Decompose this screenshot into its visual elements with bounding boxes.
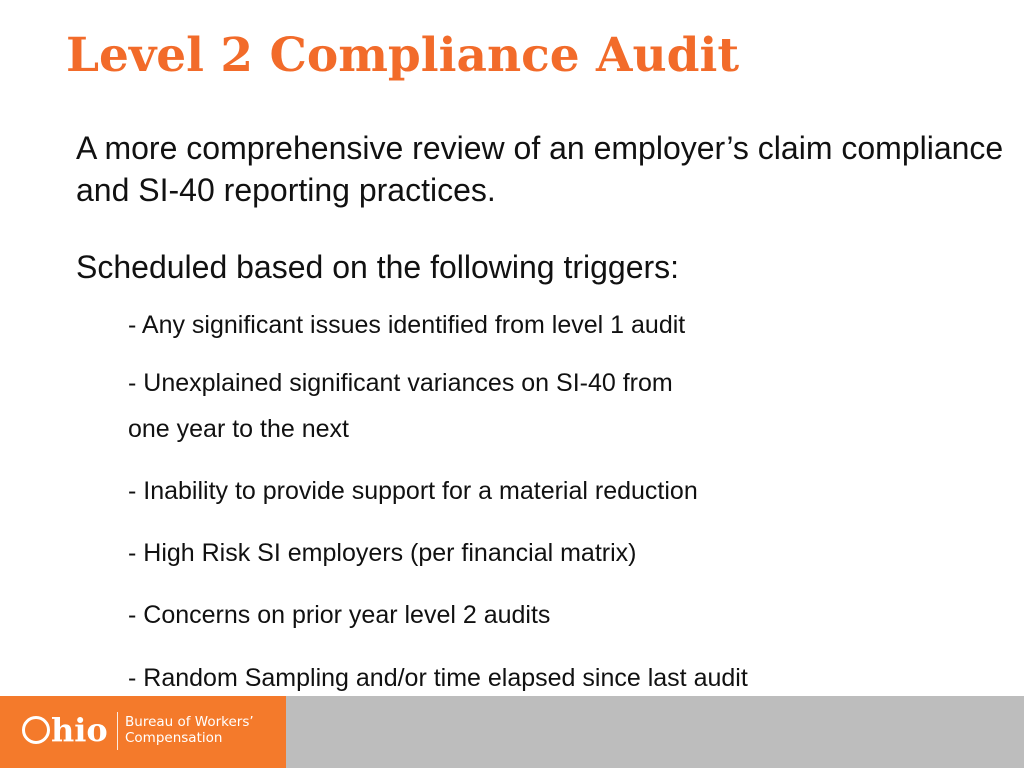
footer-bar [0,696,1024,768]
bureau-name [125,714,254,746]
trigger-line: - Unexplained significant variances on SI-40 from [128,369,673,397]
ohio-o-icon [22,716,50,744]
bureau-name-line: Compensation [125,730,223,746]
trigger-item: - Random Sampling and/or time elapsed since last audit [128,664,748,692]
ohio-logo-text: hio [51,711,108,749]
logo-divider [117,712,118,750]
trigger-item: - Concerns on prior year level 2 audits [128,601,551,629]
trigger-item [128,369,673,443]
trigger-item: - High Risk SI employers (per financial matrix) [128,539,637,567]
slide-title: Level 2 Compliance Audit [66,28,740,83]
triggers-heading: Scheduled based on the following triggers: [76,249,680,285]
trigger-item: - Inability to provide support for a material reduction [128,477,698,505]
lead-paragraph: A more comprehensive review of an employer’s claim compliance and SI-40 reporting practices. [76,130,1004,208]
trigger-item: - Any significant issues identified from level 1 audit [128,311,686,339]
bureau-name-line: Bureau of Workers’ [125,714,254,730]
footer-gray-panel [286,696,1024,768]
footer-brand-panel [0,696,286,768]
ohio-logo [22,712,108,748]
trigger-line: one year to the next [128,415,349,443]
